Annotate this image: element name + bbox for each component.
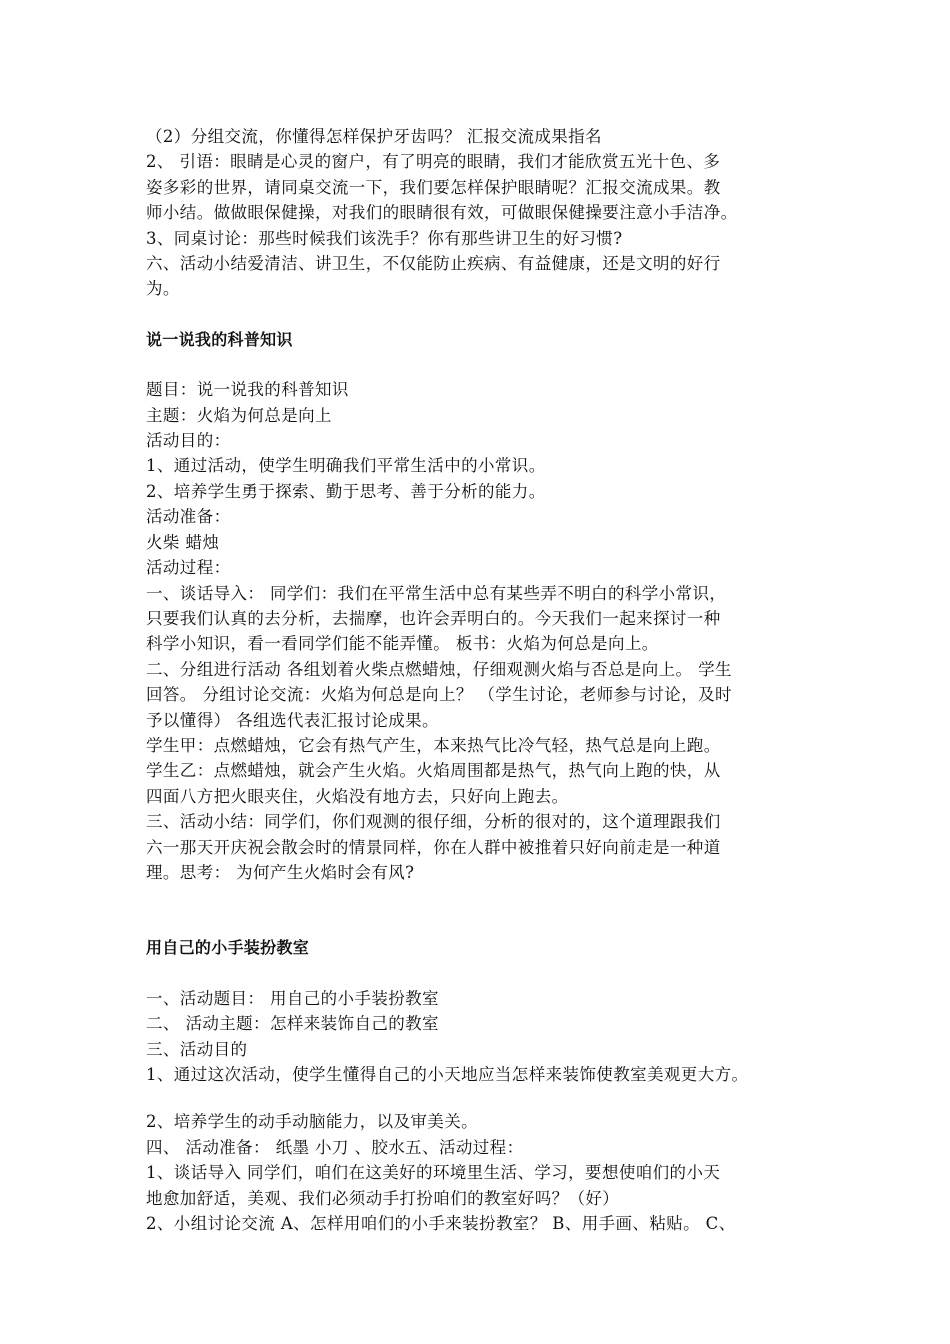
text-line: 2、小组讨论交流 A、怎样用咱们的小手来装扮教室？ B、用手画、粘贴。 C、 [146, 1214, 736, 1234]
text-line: 主题：火焰为何总是向上 [146, 405, 332, 425]
text-line: 2、培养学生勇于探索、勤于思考、善于分析的能力。 [146, 481, 546, 501]
text-line: 只要我们认真的去分析，去揣摩，也许会弄明白的。今天我们一起来探讨一种 [146, 608, 721, 628]
text-line: 一、活动题目： 用自己的小手装扮教室 [146, 988, 439, 1008]
text-line: 三、活动小结：同学们，你们观测的很仔细，分析的很对的，这个道理跟我们 [146, 812, 721, 832]
text-line: 2、 引语：眼睛是心灵的窗户，有了明亮的眼睛，我们才能欣赏五光十色、多 [146, 152, 721, 172]
section-title: 说一说我的科普知识 [146, 329, 293, 349]
text-line: 学生乙：点燃蜡烛，就会产生火焰。火焰周围都是热气，热气向上跑的快，从 [146, 761, 721, 781]
text-line: 学生甲：点燃蜡烛，它会有热气产生，本来热气比冷气轻，热气总是向上跑。 [146, 735, 721, 755]
text-line: 题目：说一说我的科普知识 [146, 380, 349, 400]
section-science-knowledge [146, 327, 836, 886]
text-line: 理。思考： 为何产生火焰时会有风? [146, 862, 415, 882]
text-line: 六、活动小结爱清洁、讲卫生，不仅能防止疾病、有益健康，还是文明的好行 [146, 254, 721, 274]
text-line: 活动准备： [146, 507, 231, 527]
text-line: 三、活动目的 [146, 1039, 248, 1059]
text-line: 1、谈话导入 同学们，咱们在这美好的环境里生活、学习，要想使咱们的小天 [146, 1163, 721, 1183]
text-line: 火柴 蜡烛 [146, 532, 220, 552]
section-hygiene-continued [146, 124, 836, 302]
text-line: 一、谈话导入： 同学们：我们在平常生活中总有某些弄不明白的科学小常识， [146, 583, 727, 603]
text-line: 师小结。做做眼保健操，对我们的眼睛很有效，可做眼保健操要注意小手洁净。 [146, 203, 738, 223]
text-line: 二、分组进行活动 各组划着火柴点燃蜡烛，仔细观测火焰与否总是向上。 学生 [146, 659, 732, 679]
text-line: （2）分组交流，你懂得怎样保护牙齿吗？ 汇报交流成果指名 [146, 127, 602, 146]
text-line: 姿多彩的世界，请同桌交流一下，我们要怎样保护眼睛呢？汇报交流成果。教 [146, 177, 721, 197]
text-line: 1、通过活动，使学生明确我们平常生活中的小常识。 [146, 456, 546, 476]
text-line: 活动过程： [146, 558, 231, 578]
text-line: 六一那天开庆祝会散会时的情景同样，你在人群中被推着只好向前走是一种道 [146, 837, 721, 857]
text-line: 科学小知识，看一看同学们能不能弄懂。 板书：火焰为何总是向上。 [146, 634, 659, 654]
text-line: 1、通过这次活动，使学生懂得自己的小天地应当怎样来装饰使教室美观更大方。 [146, 1065, 749, 1084]
section-title: 用自己的小手装扮教室 [146, 938, 310, 958]
text-line: 四、 活动准备： 纸墨 小刀 、胶水五、活动过程： [146, 1137, 524, 1157]
text-line: 为。 [146, 279, 180, 299]
section-decorate-classroom [146, 935, 836, 1236]
text-line: 3、同桌讨论：那些时候我们该洗手？你有那些讲卫生的好习惯? [146, 228, 623, 248]
text-line: 四面八方把火眼夹住，火焰没有地方去，只好向上跑去。 [146, 786, 569, 806]
text-line: 二、 活动主题：怎样来装饰自己的教室 [146, 1014, 439, 1034]
document-page [146, 124, 836, 1236]
text-line: 地愈加舒适，美观、我们必须动手打扮咱们的教室好吗？（好） [146, 1188, 620, 1208]
text-line: 活动目的： [146, 431, 231, 451]
text-line: 2、培养学生的动手动脑能力，以及审美关。 [146, 1112, 478, 1132]
text-line: 予以懂得） 各组选代表汇报讨论成果。 [146, 710, 439, 730]
text-line: 回答。 分组讨论交流：火焰为何总是向上？ （学生讨论，老师参与讨论，及时 [146, 685, 732, 705]
